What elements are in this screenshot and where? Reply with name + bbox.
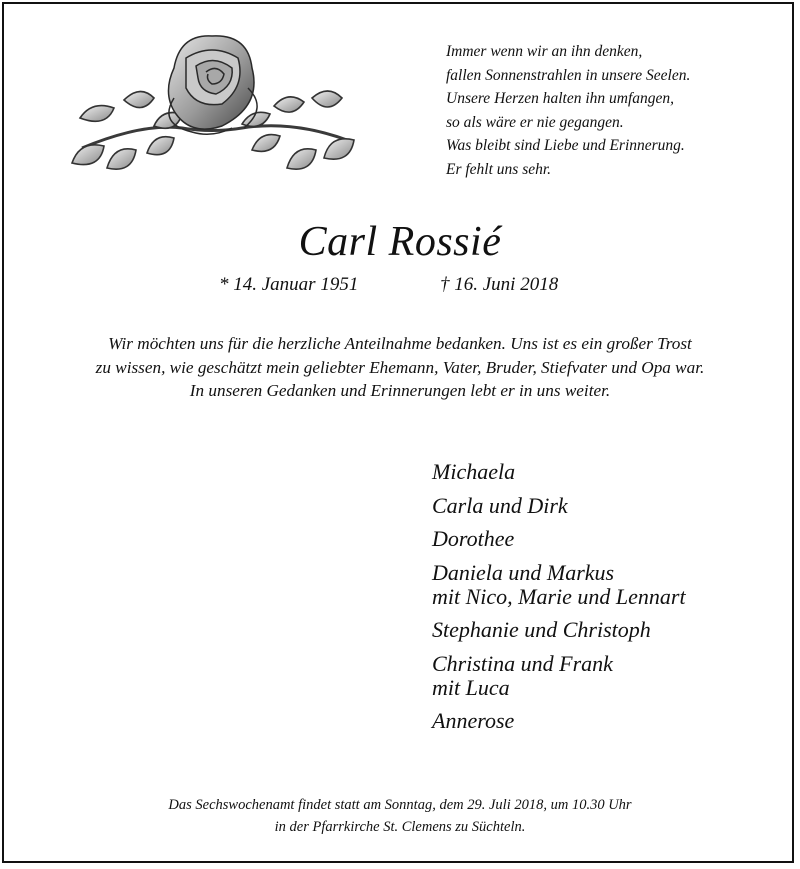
deceased-name: Carl Rossié [298, 219, 502, 265]
family-entry [432, 618, 686, 642]
rose-illustration [62, 28, 362, 188]
poem-line: Unsere Herzen halten ihn umfangen, [446, 90, 675, 107]
poem-line: Immer wenn wir an ihn denken, [446, 43, 643, 60]
family-line: Annerose [432, 708, 515, 733]
poem-line: fallen Sonnenstrahlen in unsere Seelen. [446, 66, 691, 84]
thanks-line: In unseren Gedanken und Erinnerungen lebt er in uns weiter. [189, 381, 611, 400]
family-line: Michaela [432, 459, 516, 484]
family-line: Stephanie und Christoph [432, 617, 651, 642]
birth-date: * 14. Januar 1951 [219, 274, 359, 295]
poem-line: so als wäre er nie gegangen. [446, 113, 624, 131]
notice-line: Das Sechswochenamt findet statt am Sonntag, dem 29. Juli 2018, um 10.30 Uhr [168, 797, 632, 813]
notice-line: in der Pfarrkirche St. Clemens zu Süchteln. [274, 819, 526, 835]
family-entry [432, 709, 686, 733]
family-line: mit Nico, Marie und Lennart [432, 583, 686, 609]
service-notice [0, 794, 800, 838]
poem-line: Was bleibt sind Liebe und Erinnerung. [446, 137, 685, 154]
family-entry [432, 561, 686, 609]
family-entry [432, 652, 686, 700]
thanks-text [0, 332, 800, 403]
family-line: mit Luca [432, 674, 510, 700]
family-line: Carla und Dirk [432, 492, 568, 518]
poem-line: Er fehlt uns sehr. [446, 160, 552, 178]
family-list [432, 460, 686, 743]
thanks-line: Wir möchten uns für die herzliche Anteilnahme bedanken. Uns ist es ein großer Trost [108, 334, 692, 353]
family-line: Christina und Frank [432, 650, 613, 676]
death-date: † 16. Juni 2018 [440, 274, 559, 295]
family-entry [432, 494, 686, 518]
family-line: Dorothee [432, 526, 515, 551]
poem [446, 40, 690, 181]
family-entry [432, 527, 686, 551]
family-entry [432, 460, 686, 484]
thanks-line: zu wissen, wie geschätzt mein geliebter Ehemann, Vater, Bruder, Stiefvater und Opa war. [95, 357, 705, 377]
family-line: Daniela und Markus [432, 559, 615, 585]
